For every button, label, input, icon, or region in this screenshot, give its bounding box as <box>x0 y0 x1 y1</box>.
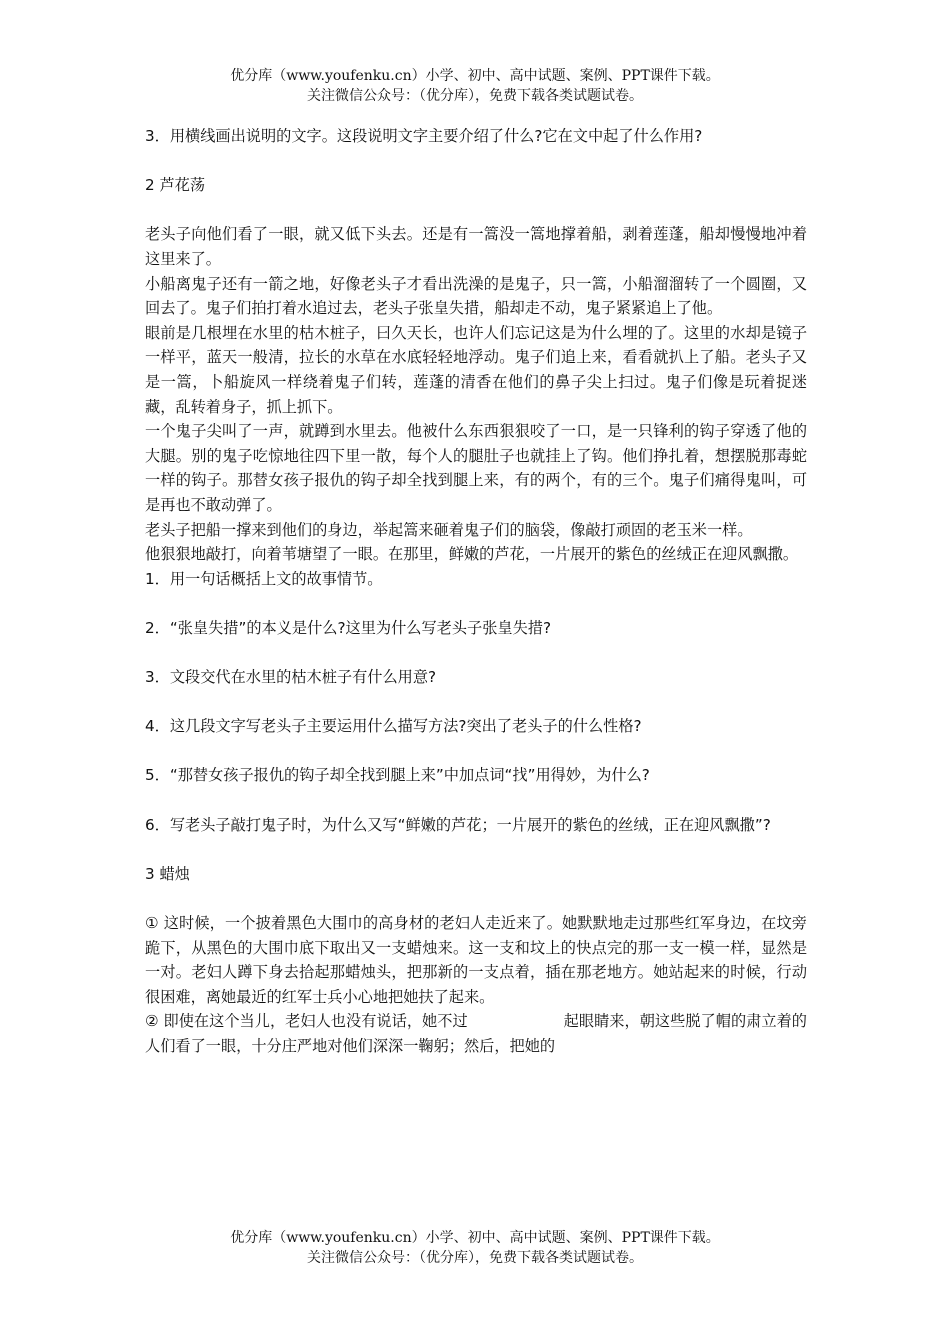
footer-line-1: 优分库（www.youfenku.cn）小学、初中、高中试题、案例、PPT课件下载。 <box>230 1230 720 1246</box>
candle-paragraph-2 <box>145 1009 807 1058</box>
spacer <box>145 198 807 223</box>
footer-line-2: 关注微信公众号：（优分库），免费下载各类试题试卷。 <box>307 1250 643 1266</box>
question-6: 6．写老头子敲打鬼子时，为什么又写“鲜嫩的芦花；一片展开的紫色的丝绒，正在迎风飘撒”? <box>145 815 771 834</box>
header-line-1: 优分库（www.youfenku.cn）小学、初中、高中试题、案例、PPT课件下载。 <box>230 68 720 84</box>
spacer <box>145 837 807 862</box>
answer-space <box>145 788 807 813</box>
passage-paragraph: 他狠狠地敲打，向着苇塘望了一眼。在那里，鲜嫩的芦花，一片展开的紫色的丝绒正在迎风飘撒。 <box>145 545 799 564</box>
spacer <box>145 886 807 911</box>
passage-paragraph: 老头子向他们看了一眼，就又低下头去。还是有一篙没一篙地撑着船，剥着莲蓬，船却慢慢地冲着这里来了。 <box>145 225 807 268</box>
candle-paragraph-1: ① 这时候，一个披着黑色大围巾的高身材的老妇人走近来了。她默默地走过那些红军身边，在坟旁跪下，从黑色的大围巾底下取出又一支蜡烛来。这一支和坟上的快点完的那一支一模一样，显然是一对。老妇人蹲下身去拾起那蜡烛头，把那新的一支点着，插在那老地方。她站起来的时候，行动很困难，离她最近的红军士兵小心地把她扶了起来。 <box>145 914 807 1006</box>
spacer <box>145 149 807 174</box>
candle-paragraph-2-end: 起眼睛来，朝这些脱了帽的肃立着的人们看了一眼，十分庄严地对他们深深一鞠躬；然后，把她的 <box>145 1012 807 1055</box>
question-1: 1．用一句话概括上文的故事情节。 <box>145 569 383 588</box>
answer-space <box>145 591 807 616</box>
document-body <box>145 124 807 1059</box>
previous-question-3: 3．用横线画出说明的文字。这段说明文字主要介绍了什么?它在文中起了什么作用? <box>145 127 703 145</box>
answer-space <box>145 690 807 715</box>
passage-paragraph: 小船离鬼子还有一箭之地，好像老头子才看出洗澡的是鬼子，只一篙，小船溜溜转了一个圆圈，又回去了。鬼子们拍打着水追过去，老头子张皇失措，船却走不动，鬼子紧紧追上了他。 <box>145 274 807 318</box>
passage-paragraph: 老头子把船一撑来到他们的身边，举起篙来砸着鬼子们的脑袋，像敲打顽固的老玉米一样。 <box>145 520 753 539</box>
question-5: 5．“那替女孩子报仇的钩子却全找到腿上来”中加点词“找”用得妙，为什么? <box>145 766 650 785</box>
question-3: 3．文段交代在水里的枯木桩子有什么用意? <box>145 668 437 687</box>
candle-paragraph-2-start: ② 即使在这个当儿，老妇人也没有说话，她不过 <box>145 1012 468 1031</box>
answer-space <box>145 739 807 764</box>
page-footer <box>0 1228 950 1268</box>
section-2-title: 2 芦花荡 <box>145 176 206 195</box>
header-line-2: 关注微信公众号：（优分库），免费下载各类试题试卷。 <box>307 88 643 104</box>
passage-paragraph: 一个鬼子尖叫了一声，就蹲到水里去。他被什么东西狠狠咬了一口，是一只锋利的钩子穿透了他的大腿。别的鬼子吃惊地往四下里一散，每个人的腿肚子也就挂上了钩。他们挣扎着，想摆脱那毒蛇一样的钩子。那替女孩子报仇的钩子却全找到腿上来，有的两个，有的三个。鬼子们痛得鬼叫，可是再也不敢动弹了。 <box>145 422 807 514</box>
question-4: 4．这几段文字写老头子主要运用什么描写方法?突出了老头子的什么性格? <box>145 717 642 736</box>
section-3-title: 3 蜡烛 <box>145 864 190 883</box>
page-header <box>0 66 950 106</box>
question-2: 2．“张皇失措”的本义是什么?这里为什么写老头子张皇失措? <box>145 618 552 637</box>
answer-space <box>145 640 807 665</box>
passage-paragraph: 眼前是几根埋在水里的枯木桩子，曰久天长，也许人们忘记这是为什么埋的了。这里的水却是镜子一样平，蓝天一般清，拉长的水草在水底轻轻地浮动。鬼子们追上来，看看就扒上了船。老头子又是一篙，卜船旋风一样绕着鬼子们转，莲蓬的清香在他们的鼻子尖上扫过。鬼子们像是玩着捉迷藏，乱转着身子，抓上抓下。 <box>145 323 807 416</box>
